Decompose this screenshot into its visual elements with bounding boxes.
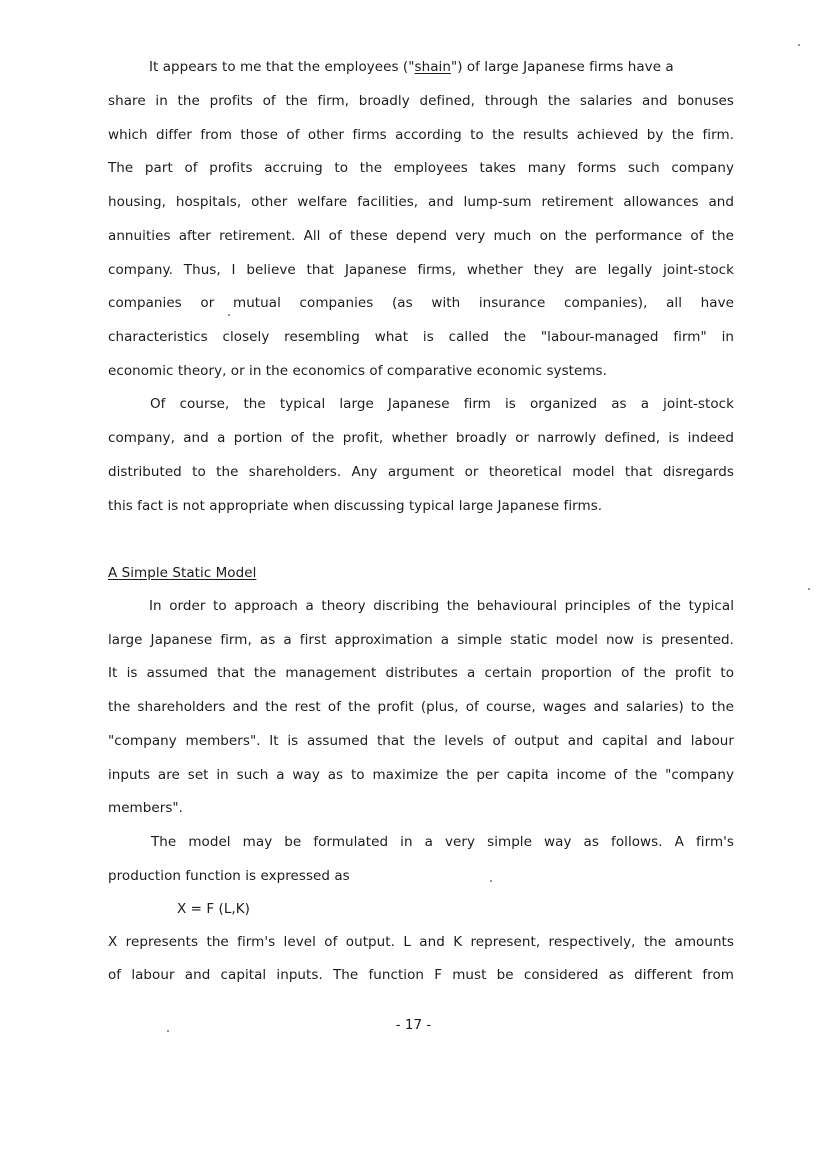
paragraph-2-line-3: distributed to the shareholders. Any argument or theoretical model that disregards — [108, 464, 734, 480]
scan-speck — [798, 44, 800, 46]
paragraph-5-line-1: X represents the firm's level of output. L and K represent, respectively, the amounts — [108, 934, 734, 950]
paragraph-3-line-4: the shareholders and the rest of the profit (plus, of course, wages and salaries) to the — [108, 699, 734, 715]
paragraph-1-line-10: economic theory, or in the economics of comparative economic systems. — [108, 363, 607, 379]
paragraph-1-text: It appears to me that the employees (" — [149, 59, 415, 75]
paragraph-1-line-1 — [149, 58, 674, 76]
section-heading: A Simple Static Model — [108, 565, 257, 581]
paragraph-1-line-6: annuities after retirement. All of these depend very much on the performance of the — [108, 228, 734, 244]
paragraph-2-line-1: Of course, the typical large Japanese firm is organized as a joint-stock — [150, 396, 734, 412]
paragraph-1-line-5: housing, hospitals, other welfare facilities, and lump-sum retirement allowances and — [108, 194, 734, 210]
scan-speck — [490, 880, 492, 882]
paragraph-3-line-7: members". — [108, 800, 184, 816]
shain-term: shain — [414, 59, 451, 75]
scan-speck — [808, 588, 810, 590]
paragraph-1-line-2: share in the profits of the firm, broadly defined, through the salaries and bonuses — [108, 93, 734, 109]
paragraph-5-line-2: of labour and capital inputs. The function F must be considered as different from — [108, 967, 734, 983]
paragraph-4-line-2: production function is expressed as — [108, 868, 350, 884]
paragraph-1-line-8: companies or mutual companies (as with insurance companies), all have — [108, 295, 734, 311]
paragraph-1-line-4: The part of profits accruing to the employees takes many forms such company — [108, 160, 734, 176]
paragraph-1-line-7: company. Thus, I believe that Japanese firms, whether they are legally joint-stock — [108, 262, 734, 278]
paragraph-1-line-3: which differ from those of other firms according to the results achieved by the firm. — [108, 127, 734, 143]
paragraph-3-line-5: "company members". It is assumed that the levels of output and capital and labour — [108, 733, 734, 749]
paragraph-1-text: ") of large Japanese firms have a — [450, 59, 674, 75]
scan-speck — [228, 314, 230, 316]
paragraph-4-line-1: The model may be formulated in a very simple way as follows. A firm's — [151, 834, 734, 850]
paragraph-2-line-4: this fact is not appropriate when discussing typical large Japanese firms. — [108, 498, 603, 514]
paragraph-3-line-1: In order to approach a theory discribing the behavioural principles of the typical — [149, 598, 734, 614]
production-function-equation: X = F (L,K) — [177, 901, 250, 917]
scan-speck — [167, 1030, 169, 1032]
page-number: - 17 - — [395, 1017, 432, 1033]
paragraph-3-line-3: It is assumed that the management distributes a certain proportion of the profit to — [108, 665, 734, 681]
paragraph-2-line-2: company, and a portion of the profit, whether broadly or narrowly defined, is indeed — [108, 430, 734, 446]
paragraph-1-line-9: characteristics closely resembling what is called the "labour-managed firm" in — [108, 329, 734, 345]
paragraph-3-line-2: large Japanese firm, as a first approximation a simple static model now is presented. — [108, 632, 734, 648]
paragraph-3-line-6: inputs are set in such a way as to maximize the per capita income of the "company — [108, 767, 734, 783]
